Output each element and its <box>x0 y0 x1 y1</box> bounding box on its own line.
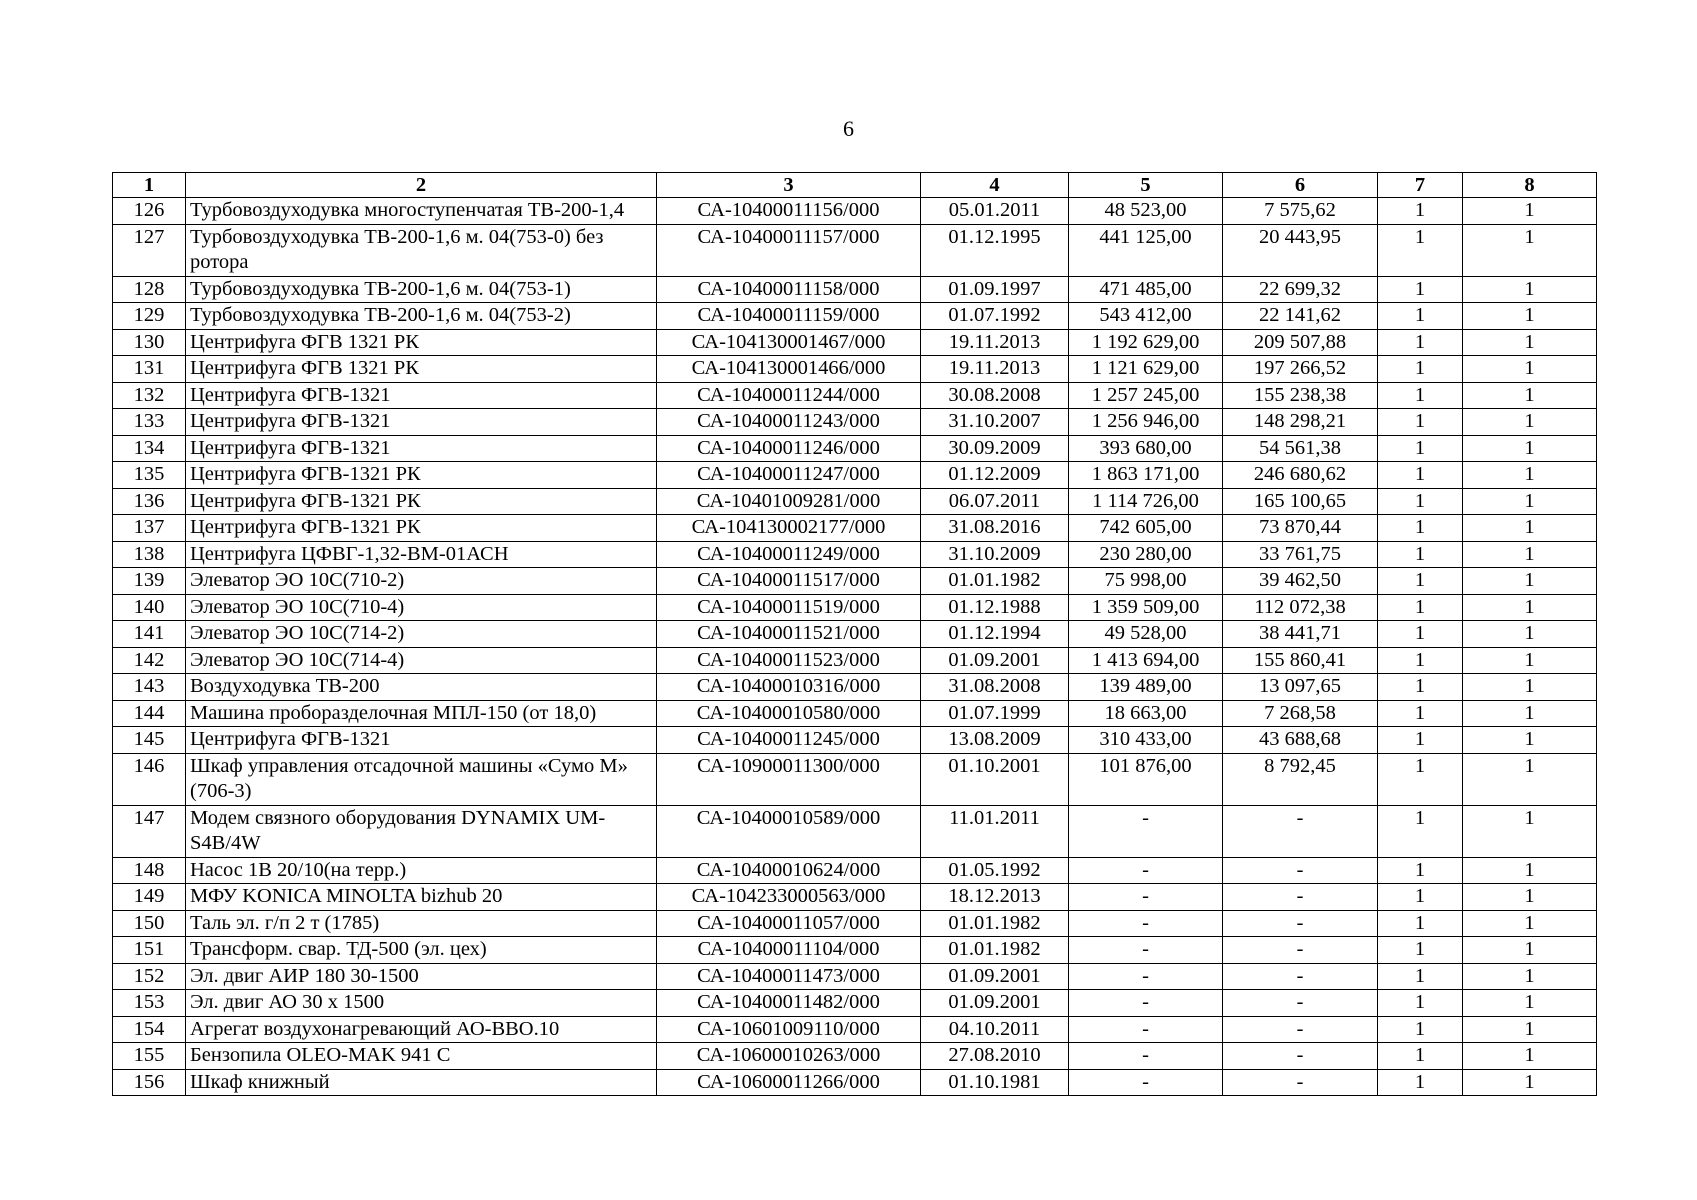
cell-residual-cost: 8 792,45 <box>1223 753 1378 805</box>
table-row <box>113 857 1597 884</box>
table-row <box>113 621 1597 648</box>
cell-inventory-code: СА-104130001466/000 <box>657 356 921 383</box>
table-row <box>113 435 1597 462</box>
cell-inventory-code: СА-10600010263/000 <box>657 1043 921 1070</box>
cell-inventory-code: СА-10400011523/000 <box>657 647 921 674</box>
cell-inventory-code: СА-10400011104/000 <box>657 937 921 964</box>
cell-quantity: 1 <box>1463 515 1597 542</box>
cell-inventory-code: СА-10900011300/000 <box>657 753 921 805</box>
cell-inventory-code: СА-10601009110/000 <box>657 1016 921 1043</box>
cell-quantity: 1 <box>1463 594 1597 621</box>
column-header-1: 1 <box>113 173 186 198</box>
cell-unit-count: 1 <box>1378 700 1463 727</box>
cell-quantity: 1 <box>1463 435 1597 462</box>
cell-initial-cost: 1 114 726,00 <box>1069 488 1223 515</box>
cell-initial-cost: 18 663,00 <box>1069 700 1223 727</box>
cell-quantity: 1 <box>1463 805 1597 857</box>
cell-initial-cost: - <box>1069 884 1223 911</box>
cell-residual-cost: 7 268,58 <box>1223 700 1378 727</box>
cell-unit-count: 1 <box>1378 727 1463 754</box>
cell-row-number: 143 <box>113 674 186 701</box>
cell-residual-cost: - <box>1223 805 1378 857</box>
cell-quantity: 1 <box>1463 409 1597 436</box>
cell-inventory-code: СА-10400011157/000 <box>657 224 921 276</box>
table-row <box>113 541 1597 568</box>
cell-unit-count: 1 <box>1378 674 1463 701</box>
cell-quantity: 1 <box>1463 329 1597 356</box>
cell-unit-count: 1 <box>1378 435 1463 462</box>
cell-item-name: Воздуходувка ТВ-200 <box>186 674 657 701</box>
table-row <box>113 727 1597 754</box>
cell-date: 19.11.2013 <box>921 356 1069 383</box>
cell-date: 13.08.2009 <box>921 727 1069 754</box>
cell-inventory-code: СА-10400010589/000 <box>657 805 921 857</box>
table-row <box>113 198 1597 225</box>
cell-initial-cost: - <box>1069 937 1223 964</box>
cell-quantity: 1 <box>1463 568 1597 595</box>
cell-row-number: 155 <box>113 1043 186 1070</box>
table-row <box>113 1016 1597 1043</box>
cell-residual-cost: 246 680,62 <box>1223 462 1378 489</box>
cell-initial-cost: 393 680,00 <box>1069 435 1223 462</box>
table-row <box>113 674 1597 701</box>
cell-residual-cost: - <box>1223 857 1378 884</box>
cell-row-number: 127 <box>113 224 186 276</box>
cell-quantity: 1 <box>1463 1016 1597 1043</box>
cell-initial-cost: - <box>1069 1016 1223 1043</box>
column-header-4: 4 <box>921 173 1069 198</box>
cell-date: 31.10.2009 <box>921 541 1069 568</box>
cell-initial-cost: 230 280,00 <box>1069 541 1223 568</box>
cell-unit-count: 1 <box>1378 356 1463 383</box>
cell-quantity: 1 <box>1463 963 1597 990</box>
cell-residual-cost: - <box>1223 1069 1378 1096</box>
cell-date: 01.10.1981 <box>921 1069 1069 1096</box>
cell-quantity: 1 <box>1463 462 1597 489</box>
cell-item-name: Элеватор ЭО 10С(714-2) <box>186 621 657 648</box>
table-row <box>113 963 1597 990</box>
table-header <box>113 173 1597 198</box>
cell-inventory-code: СА-10400011057/000 <box>657 910 921 937</box>
column-header-3: 3 <box>657 173 921 198</box>
cell-date: 11.01.2011 <box>921 805 1069 857</box>
cell-initial-cost: 101 876,00 <box>1069 753 1223 805</box>
table-row <box>113 382 1597 409</box>
cell-date: 01.09.2001 <box>921 990 1069 1017</box>
cell-unit-count: 1 <box>1378 594 1463 621</box>
cell-row-number: 131 <box>113 356 186 383</box>
cell-inventory-code: СА-10400010624/000 <box>657 857 921 884</box>
column-header-2: 2 <box>186 173 657 198</box>
cell-item-name: Центрифуга ФГВ-1321 РК <box>186 462 657 489</box>
cell-quantity: 1 <box>1463 382 1597 409</box>
cell-row-number: 156 <box>113 1069 186 1096</box>
cell-quantity: 1 <box>1463 727 1597 754</box>
cell-inventory-code: СА-10600011266/000 <box>657 1069 921 1096</box>
cell-unit-count: 1 <box>1378 1043 1463 1070</box>
cell-item-name: Центрифуга ФГВ 1321 РК <box>186 356 657 383</box>
table-row <box>113 409 1597 436</box>
cell-initial-cost: - <box>1069 857 1223 884</box>
cell-initial-cost: 1 192 629,00 <box>1069 329 1223 356</box>
cell-initial-cost: 48 523,00 <box>1069 198 1223 225</box>
cell-row-number: 152 <box>113 963 186 990</box>
cell-row-number: 144 <box>113 700 186 727</box>
table-body <box>113 198 1597 1096</box>
cell-date: 05.01.2011 <box>921 198 1069 225</box>
cell-item-name: Турбовоздуходувка ТВ-200-1,6 м. 04(753-1) <box>186 276 657 303</box>
cell-row-number: 129 <box>113 303 186 330</box>
cell-item-name: Шкаф управления отсадочной машины «Сумо М» (706-3) <box>186 753 657 805</box>
cell-residual-cost: - <box>1223 990 1378 1017</box>
column-header-7: 7 <box>1378 173 1463 198</box>
cell-quantity: 1 <box>1463 1043 1597 1070</box>
cell-inventory-code: СА-104130001467/000 <box>657 329 921 356</box>
cell-quantity: 1 <box>1463 753 1597 805</box>
table-row <box>113 515 1597 542</box>
cell-row-number: 137 <box>113 515 186 542</box>
cell-initial-cost: 75 998,00 <box>1069 568 1223 595</box>
cell-residual-cost: 155 860,41 <box>1223 647 1378 674</box>
cell-item-name: Центрифуга ФГВ-1321 <box>186 409 657 436</box>
cell-quantity: 1 <box>1463 621 1597 648</box>
cell-date: 01.07.1992 <box>921 303 1069 330</box>
cell-quantity: 1 <box>1463 990 1597 1017</box>
cell-date: 01.09.2001 <box>921 963 1069 990</box>
cell-row-number: 145 <box>113 727 186 754</box>
cell-item-name: Элеватор ЭО 10С(714-4) <box>186 647 657 674</box>
cell-quantity: 1 <box>1463 700 1597 727</box>
cell-initial-cost: - <box>1069 990 1223 1017</box>
cell-row-number: 139 <box>113 568 186 595</box>
cell-inventory-code: СА-10400011244/000 <box>657 382 921 409</box>
cell-unit-count: 1 <box>1378 568 1463 595</box>
cell-row-number: 136 <box>113 488 186 515</box>
cell-item-name: Центрифуга ЦФВГ-1,32-ВМ-01АСН <box>186 541 657 568</box>
cell-row-number: 153 <box>113 990 186 1017</box>
cell-unit-count: 1 <box>1378 753 1463 805</box>
cell-item-name: Центрифуга ФГВ-1321 <box>186 435 657 462</box>
cell-inventory-code: СА-104130002177/000 <box>657 515 921 542</box>
cell-date: 31.10.2007 <box>921 409 1069 436</box>
cell-inventory-code: СА-10400011159/000 <box>657 303 921 330</box>
cell-date: 01.09.1997 <box>921 276 1069 303</box>
cell-initial-cost: - <box>1069 963 1223 990</box>
cell-quantity: 1 <box>1463 647 1597 674</box>
cell-unit-count: 1 <box>1378 488 1463 515</box>
cell-initial-cost: 1 257 245,00 <box>1069 382 1223 409</box>
cell-inventory-code: СА-10400011243/000 <box>657 409 921 436</box>
cell-item-name: Бензопила OLEO-MAK 941 С <box>186 1043 657 1070</box>
cell-quantity: 1 <box>1463 884 1597 911</box>
column-header-6: 6 <box>1223 173 1378 198</box>
cell-item-name: Центрифуга ФГВ 1321 РК <box>186 329 657 356</box>
cell-date: 31.08.2008 <box>921 674 1069 701</box>
cell-row-number: 128 <box>113 276 186 303</box>
cell-date: 19.11.2013 <box>921 329 1069 356</box>
cell-row-number: 147 <box>113 805 186 857</box>
cell-date: 01.12.1994 <box>921 621 1069 648</box>
cell-residual-cost: - <box>1223 1043 1378 1070</box>
cell-item-name: Модем связного оборудования DYNAMIX UM-S4B/4W <box>186 805 657 857</box>
cell-item-name: Шкаф книжный <box>186 1069 657 1096</box>
table-row <box>113 488 1597 515</box>
cell-unit-count: 1 <box>1378 647 1463 674</box>
table-row <box>113 700 1597 727</box>
cell-item-name: Центрифуга ФГВ-1321 <box>186 727 657 754</box>
cell-residual-cost: 165 100,65 <box>1223 488 1378 515</box>
table-row <box>113 329 1597 356</box>
cell-inventory-code: СА-104233000563/000 <box>657 884 921 911</box>
cell-item-name: Машина проборазделочная МПЛ-150 (от 18,0) <box>186 700 657 727</box>
cell-residual-cost: 22 699,32 <box>1223 276 1378 303</box>
cell-unit-count: 1 <box>1378 224 1463 276</box>
cell-inventory-code: СА-10400010316/000 <box>657 674 921 701</box>
cell-residual-cost: 148 298,21 <box>1223 409 1378 436</box>
cell-row-number: 135 <box>113 462 186 489</box>
cell-residual-cost: 112 072,38 <box>1223 594 1378 621</box>
cell-unit-count: 1 <box>1378 805 1463 857</box>
cell-initial-cost: 310 433,00 <box>1069 727 1223 754</box>
cell-initial-cost: 1 359 509,00 <box>1069 594 1223 621</box>
cell-initial-cost: 742 605,00 <box>1069 515 1223 542</box>
table-row <box>113 753 1597 805</box>
cell-residual-cost: 197 266,52 <box>1223 356 1378 383</box>
cell-date: 01.12.1988 <box>921 594 1069 621</box>
cell-initial-cost: 471 485,00 <box>1069 276 1223 303</box>
cell-residual-cost: 13 097,65 <box>1223 674 1378 701</box>
cell-residual-cost: 39 462,50 <box>1223 568 1378 595</box>
cell-row-number: 146 <box>113 753 186 805</box>
cell-quantity: 1 <box>1463 356 1597 383</box>
column-header-5: 5 <box>1069 173 1223 198</box>
cell-initial-cost: 1 121 629,00 <box>1069 356 1223 383</box>
cell-quantity: 1 <box>1463 276 1597 303</box>
cell-row-number: 126 <box>113 198 186 225</box>
cell-date: 01.01.1982 <box>921 910 1069 937</box>
cell-inventory-code: СА-10400011245/000 <box>657 727 921 754</box>
cell-residual-cost: 209 507,88 <box>1223 329 1378 356</box>
cell-row-number: 140 <box>113 594 186 621</box>
cell-unit-count: 1 <box>1378 462 1463 489</box>
cell-date: 30.09.2009 <box>921 435 1069 462</box>
cell-date: 04.10.2011 <box>921 1016 1069 1043</box>
cell-date: 01.12.2009 <box>921 462 1069 489</box>
cell-quantity: 1 <box>1463 198 1597 225</box>
cell-unit-count: 1 <box>1378 303 1463 330</box>
cell-residual-cost: - <box>1223 963 1378 990</box>
cell-row-number: 154 <box>113 1016 186 1043</box>
table-row <box>113 647 1597 674</box>
cell-date: 01.05.1992 <box>921 857 1069 884</box>
cell-unit-count: 1 <box>1378 541 1463 568</box>
cell-inventory-code: СА-10400011247/000 <box>657 462 921 489</box>
table-row <box>113 594 1597 621</box>
cell-unit-count: 1 <box>1378 409 1463 436</box>
cell-row-number: 142 <box>113 647 186 674</box>
cell-initial-cost: 1 863 171,00 <box>1069 462 1223 489</box>
cell-quantity: 1 <box>1463 910 1597 937</box>
cell-row-number: 148 <box>113 857 186 884</box>
cell-date: 01.10.2001 <box>921 753 1069 805</box>
cell-row-number: 150 <box>113 910 186 937</box>
cell-date: 31.08.2016 <box>921 515 1069 542</box>
cell-row-number: 132 <box>113 382 186 409</box>
cell-date: 01.09.2001 <box>921 647 1069 674</box>
cell-residual-cost: 73 870,44 <box>1223 515 1378 542</box>
cell-residual-cost: - <box>1223 937 1378 964</box>
cell-quantity: 1 <box>1463 857 1597 884</box>
cell-unit-count: 1 <box>1378 937 1463 964</box>
cell-inventory-code: СА-10400011156/000 <box>657 198 921 225</box>
cell-inventory-code: СА-10400011482/000 <box>657 990 921 1017</box>
cell-item-name: Турбовоздуходувка ТВ-200-1,6 м. 04(753-0) без ротора <box>186 224 657 276</box>
cell-quantity: 1 <box>1463 224 1597 276</box>
cell-unit-count: 1 <box>1378 198 1463 225</box>
cell-unit-count: 1 <box>1378 910 1463 937</box>
cell-item-name: Центрифуга ФГВ-1321 <box>186 382 657 409</box>
cell-inventory-code: СА-10400011249/000 <box>657 541 921 568</box>
cell-row-number: 134 <box>113 435 186 462</box>
cell-row-number: 141 <box>113 621 186 648</box>
cell-initial-cost: 139 489,00 <box>1069 674 1223 701</box>
cell-inventory-code: СА-10400010580/000 <box>657 700 921 727</box>
cell-item-name: Центрифуга ФГВ-1321 РК <box>186 515 657 542</box>
cell-item-name: Агрегат воздухонагревающий АО-ВВО.10 <box>186 1016 657 1043</box>
table-row <box>113 990 1597 1017</box>
cell-inventory-code: СА-10400011519/000 <box>657 594 921 621</box>
cell-item-name: Эл. двиг АИР 180 30-1500 <box>186 963 657 990</box>
cell-item-name: Эл. двиг АО 30 х 1500 <box>186 990 657 1017</box>
cell-unit-count: 1 <box>1378 990 1463 1017</box>
table-row <box>113 276 1597 303</box>
cell-date: 01.01.1982 <box>921 937 1069 964</box>
cell-date: 30.08.2008 <box>921 382 1069 409</box>
cell-inventory-code: СА-10400011246/000 <box>657 435 921 462</box>
cell-initial-cost: - <box>1069 1069 1223 1096</box>
cell-date: 18.12.2013 <box>921 884 1069 911</box>
table-row <box>113 462 1597 489</box>
table-row <box>113 805 1597 857</box>
cell-quantity: 1 <box>1463 303 1597 330</box>
cell-item-name: Трансформ. свар. ТД-500 (эл. цех) <box>186 937 657 964</box>
cell-initial-cost: - <box>1069 805 1223 857</box>
column-header-8: 8 <box>1463 173 1597 198</box>
cell-inventory-code: СА-10400011521/000 <box>657 621 921 648</box>
cell-unit-count: 1 <box>1378 1069 1463 1096</box>
cell-residual-cost: 7 575,62 <box>1223 198 1378 225</box>
cell-unit-count: 1 <box>1378 382 1463 409</box>
cell-row-number: 149 <box>113 884 186 911</box>
cell-unit-count: 1 <box>1378 276 1463 303</box>
cell-residual-cost: 54 561,38 <box>1223 435 1378 462</box>
cell-residual-cost: - <box>1223 1016 1378 1043</box>
cell-item-name: Таль эл. г/п 2 т (1785) <box>186 910 657 937</box>
cell-initial-cost: 1 413 694,00 <box>1069 647 1223 674</box>
cell-quantity: 1 <box>1463 541 1597 568</box>
cell-item-name: Насос 1В 20/10(на терр.) <box>186 857 657 884</box>
cell-residual-cost: 38 441,71 <box>1223 621 1378 648</box>
table-row <box>113 937 1597 964</box>
cell-quantity: 1 <box>1463 488 1597 515</box>
cell-residual-cost: 22 141,62 <box>1223 303 1378 330</box>
cell-item-name: Центрифуга ФГВ-1321 РК <box>186 488 657 515</box>
cell-residual-cost: 43 688,68 <box>1223 727 1378 754</box>
cell-unit-count: 1 <box>1378 329 1463 356</box>
cell-row-number: 138 <box>113 541 186 568</box>
cell-initial-cost: 49 528,00 <box>1069 621 1223 648</box>
table-row <box>113 1069 1597 1096</box>
cell-row-number: 130 <box>113 329 186 356</box>
cell-initial-cost: 441 125,00 <box>1069 224 1223 276</box>
cell-residual-cost: - <box>1223 884 1378 911</box>
cell-unit-count: 1 <box>1378 1016 1463 1043</box>
header-row <box>113 173 1597 198</box>
cell-initial-cost: 543 412,00 <box>1069 303 1223 330</box>
cell-unit-count: 1 <box>1378 621 1463 648</box>
table-row <box>113 1043 1597 1070</box>
cell-unit-count: 1 <box>1378 857 1463 884</box>
cell-date: 27.08.2010 <box>921 1043 1069 1070</box>
cell-residual-cost: 20 443,95 <box>1223 224 1378 276</box>
cell-unit-count: 1 <box>1378 963 1463 990</box>
cell-unit-count: 1 <box>1378 515 1463 542</box>
cell-date: 06.07.2011 <box>921 488 1069 515</box>
table-row <box>113 356 1597 383</box>
cell-row-number: 133 <box>113 409 186 436</box>
cell-residual-cost: 33 761,75 <box>1223 541 1378 568</box>
cell-initial-cost: - <box>1069 1043 1223 1070</box>
cell-item-name: Турбовоздуходувка многоступенчатая ТВ-200-1,4 <box>186 198 657 225</box>
table-row <box>113 303 1597 330</box>
table-row <box>113 224 1597 276</box>
cell-date: 01.01.1982 <box>921 568 1069 595</box>
cell-quantity: 1 <box>1463 674 1597 701</box>
cell-date: 01.12.1995 <box>921 224 1069 276</box>
cell-unit-count: 1 <box>1378 884 1463 911</box>
cell-quantity: 1 <box>1463 1069 1597 1096</box>
cell-item-name: Элеватор ЭО 10С(710-4) <box>186 594 657 621</box>
cell-inventory-code: СА-10400011517/000 <box>657 568 921 595</box>
table-row <box>113 884 1597 911</box>
cell-initial-cost: 1 256 946,00 <box>1069 409 1223 436</box>
table-row <box>113 568 1597 595</box>
table-row <box>113 910 1597 937</box>
page-number: 6 <box>843 116 854 141</box>
cell-item-name: Турбовоздуходувка ТВ-200-1,6 м. 04(753-2) <box>186 303 657 330</box>
cell-quantity: 1 <box>1463 937 1597 964</box>
cell-item-name: МФУ KONICA MINOLTA bizhub 20 <box>186 884 657 911</box>
cell-row-number: 151 <box>113 937 186 964</box>
cell-date: 01.07.1999 <box>921 700 1069 727</box>
cell-inventory-code: СА-10401009281/000 <box>657 488 921 515</box>
cell-inventory-code: СА-10400011473/000 <box>657 963 921 990</box>
cell-item-name: Элеватор ЭО 10С(710-2) <box>186 568 657 595</box>
cell-residual-cost: - <box>1223 910 1378 937</box>
inventory-table <box>112 172 1597 1096</box>
cell-initial-cost: - <box>1069 910 1223 937</box>
cell-residual-cost: 155 238,38 <box>1223 382 1378 409</box>
cell-inventory-code: СА-10400011158/000 <box>657 276 921 303</box>
